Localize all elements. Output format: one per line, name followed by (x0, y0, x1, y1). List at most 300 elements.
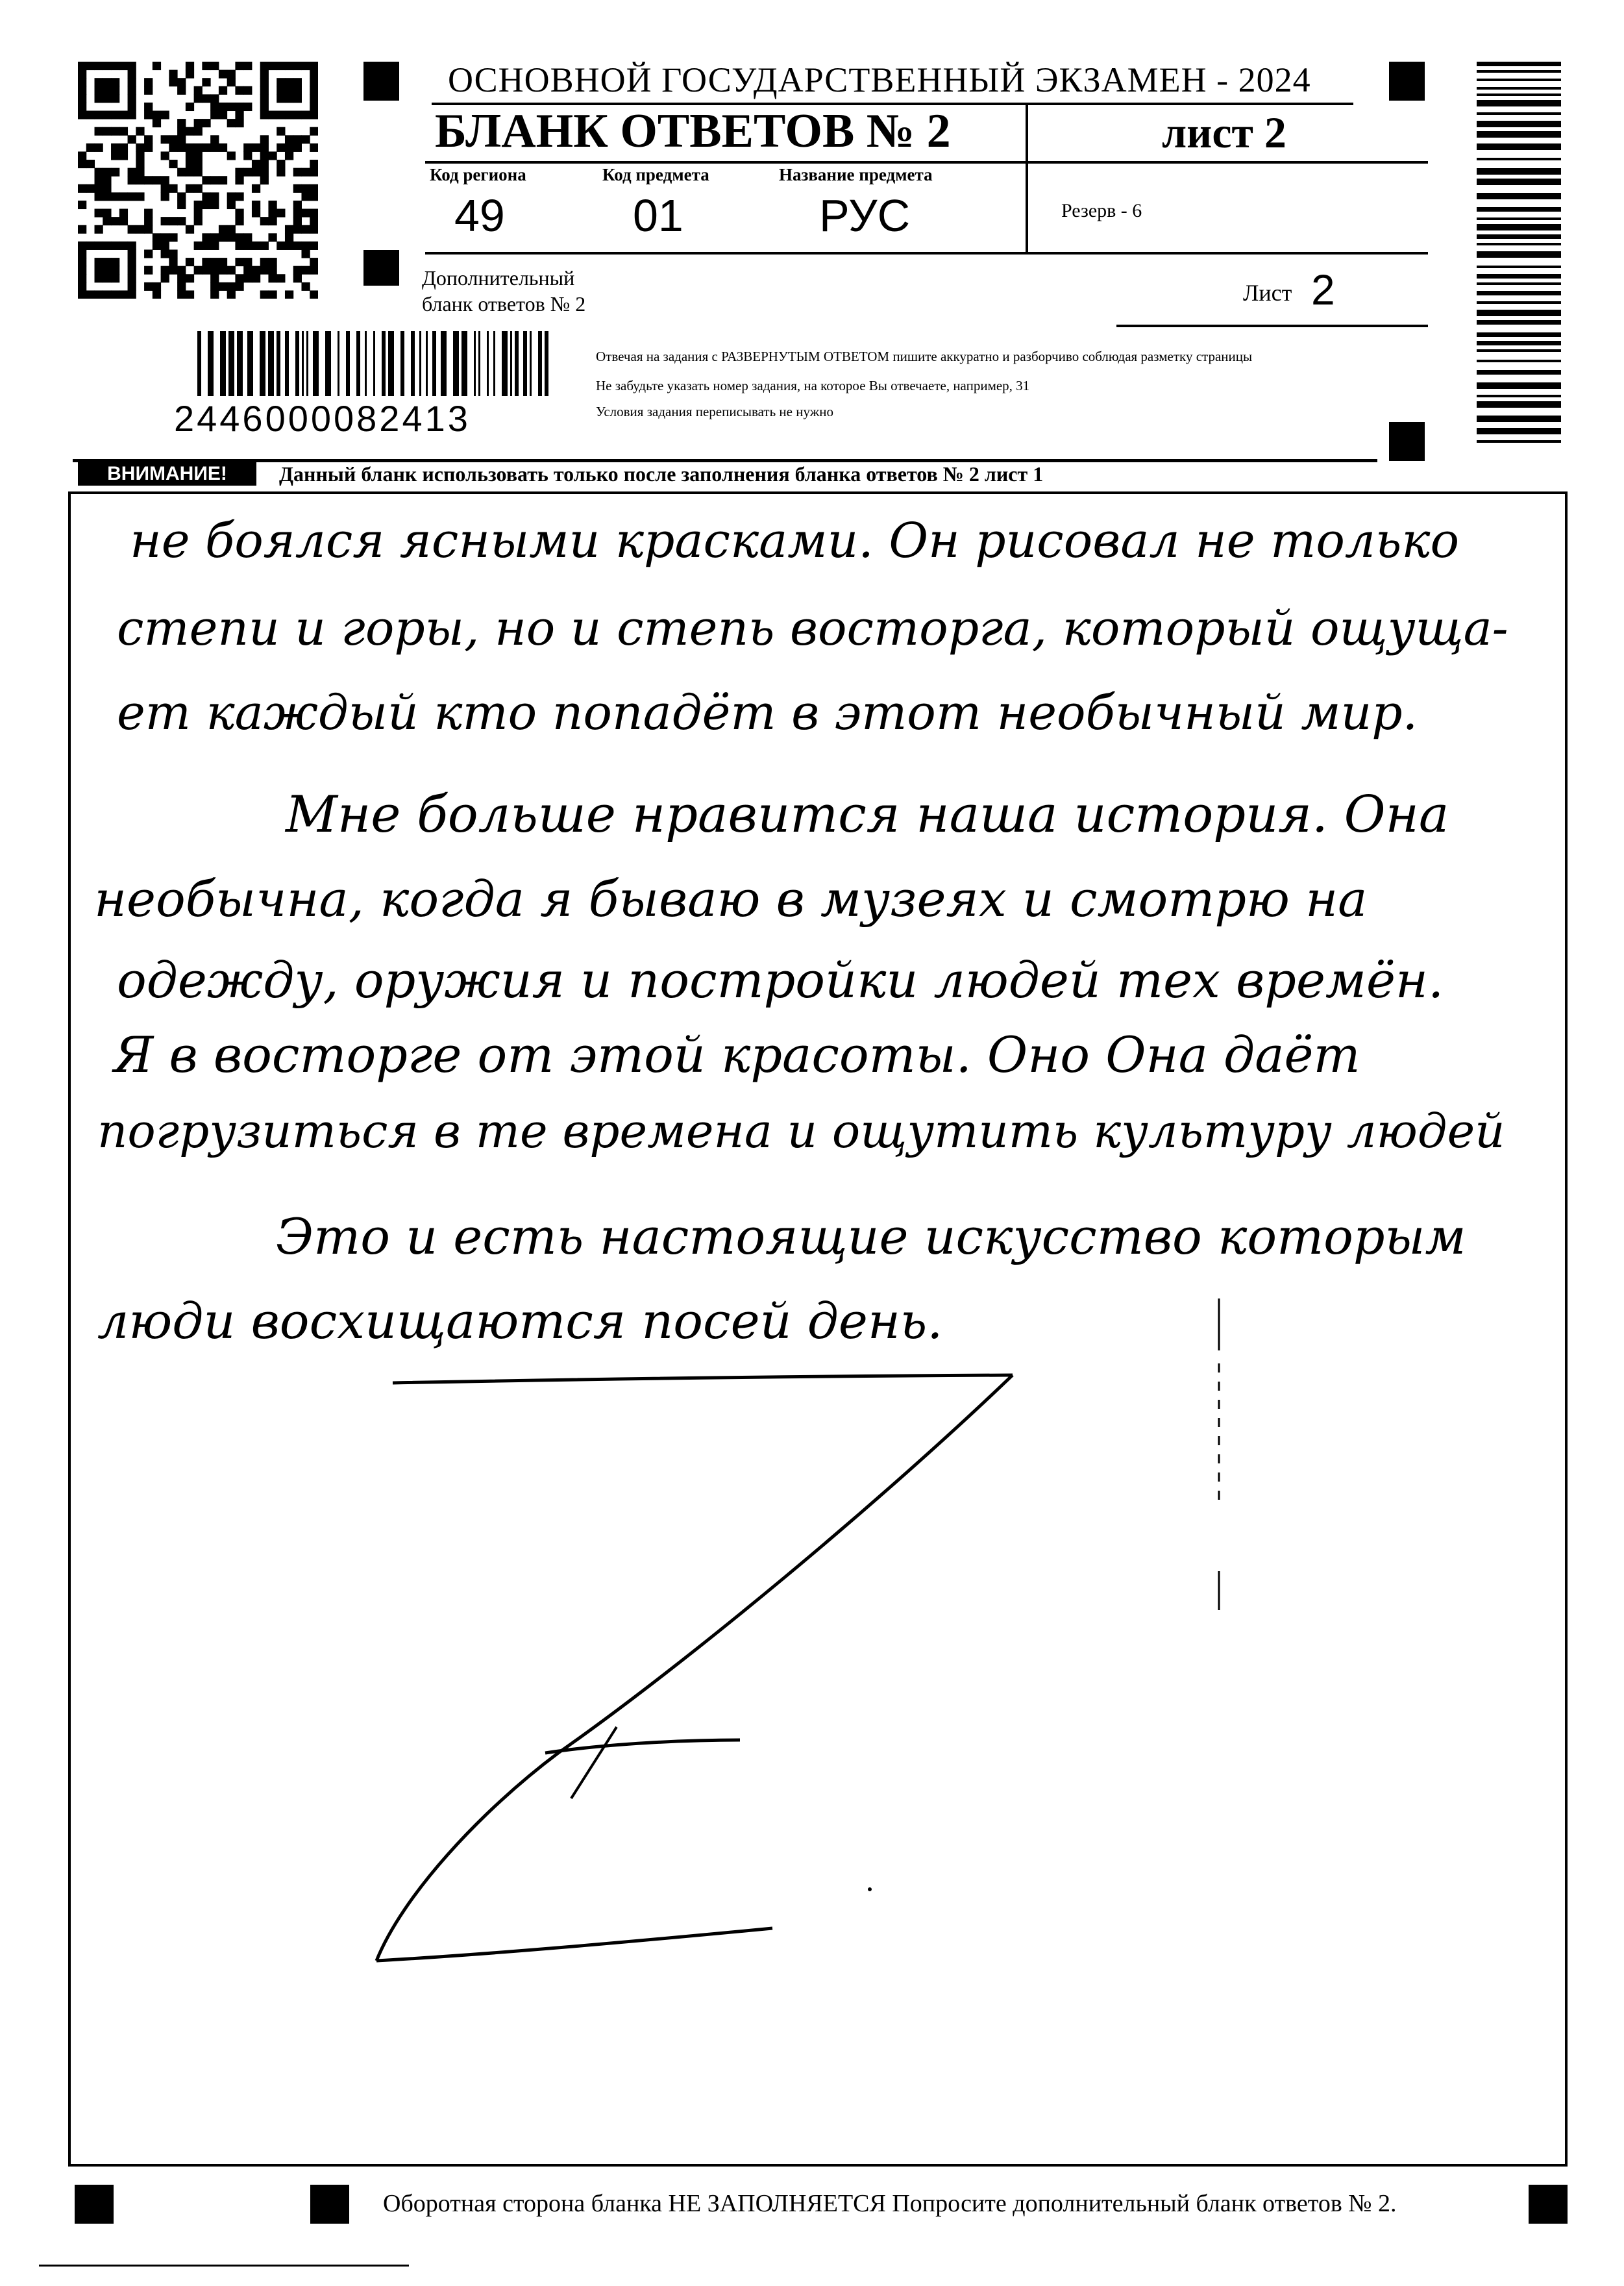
qr-module (293, 78, 302, 86)
barcode-number: 2446000082413 (174, 398, 471, 439)
qr-module (169, 184, 177, 193)
qr-module (161, 151, 169, 160)
qr-module (194, 86, 203, 95)
qr-module (235, 62, 243, 70)
qr-module (78, 274, 86, 282)
barcode-bar (356, 331, 360, 396)
qr-module (177, 119, 186, 127)
qr-module (268, 151, 277, 160)
qr-module (169, 266, 177, 275)
qr-module (161, 184, 169, 193)
qr-module (219, 143, 227, 152)
qr-module (243, 242, 252, 250)
qr-module (235, 176, 243, 184)
qr-module (95, 168, 103, 177)
qr-module (310, 86, 318, 95)
qr-module (78, 94, 86, 103)
qr-module (260, 103, 269, 111)
stripe-bar (1477, 243, 1561, 245)
qr-module (219, 266, 227, 275)
barcode-bar (306, 331, 308, 396)
stripe-bar (1477, 349, 1561, 352)
alignment-marker-bottom-left (75, 2185, 114, 2224)
qr-module (153, 242, 161, 250)
alignment-marker-top-right (1389, 62, 1425, 101)
qr-module (268, 233, 277, 242)
qr-module (161, 135, 169, 143)
answer-line: ет каждый кто попадёт в этот необычный мир. (117, 685, 1418, 741)
qr-module (161, 249, 169, 258)
qr-module (177, 143, 186, 152)
qr-module (260, 86, 269, 95)
qr-module (128, 70, 136, 79)
qr-module (128, 168, 136, 177)
barcode-bar (260, 331, 265, 396)
qr-module (227, 151, 236, 160)
qr-module (86, 242, 95, 250)
qr-module (78, 86, 86, 95)
qr-module (285, 225, 293, 234)
barcode-bar (523, 331, 527, 396)
qr-module (277, 209, 285, 217)
qr-module (260, 151, 269, 160)
qr-module (111, 258, 119, 266)
qr-module (169, 249, 177, 258)
qr-module (277, 160, 285, 168)
answer-line: одежду, оружия и постройки людей тех времён. (117, 951, 1444, 1009)
qr-module (260, 266, 269, 275)
codes-underline (425, 252, 1428, 255)
qr-module (128, 94, 136, 103)
qr-module (119, 111, 128, 119)
qr-module (194, 151, 203, 160)
qr-module (268, 258, 277, 266)
stripe-bar (1477, 207, 1561, 212)
qr-module (128, 192, 136, 201)
qr-module (144, 111, 153, 119)
qr-module (144, 266, 153, 275)
barcode-bar (530, 331, 532, 396)
qr-module (301, 282, 310, 291)
stripe-bar (1477, 416, 1561, 422)
qr-module (252, 266, 260, 275)
barcode-bar (313, 331, 319, 396)
qr-module (210, 103, 219, 111)
qr-module (78, 111, 86, 119)
barcode-bar (510, 331, 512, 396)
qr-module (103, 217, 111, 225)
qr-module (177, 86, 186, 95)
qr-module (128, 86, 136, 95)
qr-module (128, 176, 136, 184)
qr-module (252, 160, 260, 168)
qr-module (210, 111, 219, 119)
qr-module (119, 143, 128, 152)
qr-module (161, 176, 169, 184)
stripe-bar (1477, 395, 1561, 397)
qr-module (95, 184, 103, 193)
qr-module (268, 62, 277, 70)
qr-module (78, 266, 86, 275)
qr-module (86, 290, 95, 299)
qr-module (119, 62, 128, 70)
qr-module (86, 160, 95, 168)
header-vertical-divider (1026, 104, 1028, 253)
qr-module (301, 184, 310, 193)
qr-module (277, 242, 285, 250)
barcode-bar (373, 331, 375, 396)
qr-module (235, 86, 243, 95)
qr-module (144, 225, 153, 234)
answer-line: не боялся ясными красками. Он рисовал не только (130, 513, 1460, 569)
stripe-bar (1477, 70, 1561, 73)
form-title: БЛАНК ОТВЕТОВ № 2 (435, 105, 951, 158)
qr-module (202, 176, 210, 184)
stripe-bar (1477, 401, 1561, 408)
qr-module (128, 274, 136, 282)
qr-module (144, 217, 153, 225)
qr-module (128, 290, 136, 299)
qr-module (95, 192, 103, 201)
qr-module (202, 201, 210, 209)
qr-module (136, 143, 144, 152)
qr-module (78, 225, 86, 234)
barcode-bar (295, 331, 299, 396)
qr-module (285, 233, 293, 242)
qr-module (310, 184, 318, 193)
qr-module (277, 94, 285, 103)
qr-module (310, 209, 318, 217)
qr-module (111, 192, 119, 201)
qr-module (95, 86, 103, 95)
qr-module (293, 209, 302, 217)
qr-module (78, 103, 86, 111)
qr-module (186, 274, 194, 282)
stripe-bar (1477, 93, 1561, 96)
qr-module (260, 111, 269, 119)
qr-module (177, 192, 186, 201)
qr-module (144, 86, 153, 95)
qr-module (210, 176, 219, 184)
qr-module (301, 192, 310, 201)
qr-module (268, 274, 277, 282)
qr-module (153, 62, 161, 70)
qr-module (78, 160, 86, 168)
qr-module (161, 233, 169, 242)
qr-module (301, 135, 310, 143)
qr-module (260, 62, 269, 70)
qr-module (78, 290, 86, 299)
qr-module (119, 209, 128, 217)
qr-module (103, 62, 111, 70)
qr-module (310, 143, 318, 152)
qr-module (268, 209, 277, 217)
answer-line: Я в восторге от этой красоты. Оно Она даёт (114, 1026, 1360, 1084)
qr-module (186, 184, 194, 193)
qr-module (301, 249, 310, 258)
qr-module (103, 168, 111, 177)
qr-module (277, 62, 285, 70)
attention-badge: ВНИМАНИЕ! (78, 462, 256, 486)
barcode-bar (388, 331, 394, 396)
qr-module (293, 184, 302, 193)
qr-module (260, 94, 269, 103)
barcode-bar (346, 331, 350, 396)
side-stripe-barcode (1477, 62, 1561, 445)
qr-module (310, 225, 318, 234)
qr-module (243, 233, 252, 242)
qr-module (95, 274, 103, 282)
qr-module (169, 78, 177, 86)
qr-module (202, 143, 210, 152)
qr-module (277, 127, 285, 136)
qr-module (310, 160, 318, 168)
alignment-marker-mid-right (1389, 422, 1425, 461)
qr-module (86, 143, 95, 152)
barcode-bar (426, 331, 428, 396)
qr-module (219, 233, 227, 242)
stripe-bar (1477, 282, 1561, 285)
qr-module (219, 176, 227, 184)
qr-module (285, 94, 293, 103)
qr-module (310, 94, 318, 103)
qr-module (194, 168, 203, 177)
barcode (195, 331, 552, 406)
answer-line: Это и есть настоящие искусство которым (276, 1208, 1466, 1265)
sheet-number: 2 (1311, 266, 1335, 314)
qr-module (202, 192, 210, 201)
qr-module (202, 119, 210, 127)
qr-module (95, 266, 103, 275)
qr-module (293, 242, 302, 250)
qr-module (119, 192, 128, 201)
qr-module (194, 266, 203, 275)
qr-module (119, 127, 128, 136)
barcode-bar (441, 331, 447, 396)
qr-module (136, 192, 144, 201)
qr-module (202, 242, 210, 250)
barcode-bar (400, 331, 404, 396)
qr-module (293, 94, 302, 103)
barcode-bar (461, 331, 467, 396)
qr-module (186, 160, 194, 168)
qr-module (119, 151, 128, 160)
qr-module (194, 127, 203, 136)
qr-module (293, 225, 302, 234)
qr-module (210, 242, 219, 250)
qr-module (293, 201, 302, 209)
qr-module (293, 135, 302, 143)
qr-module (161, 192, 169, 201)
barcode-bar (515, 331, 519, 396)
qr-module (78, 249, 86, 258)
answer-line: необычна, когда я бываю в музеях и смотрю на (94, 870, 1368, 928)
qr-module (301, 225, 310, 234)
qr-module (301, 266, 310, 275)
qr-module (227, 266, 236, 275)
qr-module (144, 135, 153, 143)
qr-module (285, 111, 293, 119)
stripe-bar (1477, 224, 1561, 230)
qr-module (169, 233, 177, 242)
qr-module (128, 62, 136, 70)
qr-module (252, 201, 260, 209)
qr-module (194, 94, 203, 103)
qr-module (310, 266, 318, 275)
qr-module (153, 290, 161, 299)
qr-module (144, 249, 153, 258)
qr-module (277, 168, 285, 177)
qr-module (301, 209, 310, 217)
qr-module (293, 143, 302, 152)
qr-module (260, 70, 269, 79)
qr-module (169, 217, 177, 225)
barcode-bar (493, 331, 495, 396)
qr-module (186, 127, 194, 136)
qr-module (103, 290, 111, 299)
qr-module (111, 290, 119, 299)
qr-module (219, 111, 227, 119)
stripe-bar (1477, 131, 1561, 138)
qr-module (219, 258, 227, 266)
attention-text: Данный бланк использовать только после заполнения бланка ответов № 2 лист 1 (279, 462, 1044, 486)
qr-module (243, 86, 252, 95)
qr-module (210, 290, 219, 299)
qr-module (301, 168, 310, 177)
qr-module (243, 103, 252, 111)
qr-module (95, 111, 103, 119)
qr-module (95, 209, 103, 217)
barcode-bar (411, 331, 415, 396)
qr-module (86, 184, 95, 193)
qr-module (194, 143, 203, 152)
qr-module (86, 111, 95, 119)
qr-module (111, 143, 119, 152)
qr-module (177, 290, 186, 299)
footer-note: Оборотная сторона бланка НЕ ЗАПОЛНЯЕТСЯ Попросите дополнительный бланк ответов № 2. (383, 2190, 1397, 2217)
qr-module (103, 127, 111, 136)
qr-module (227, 290, 236, 299)
qr-module (186, 225, 194, 234)
qr-module (103, 111, 111, 119)
qr-module (144, 103, 153, 111)
qr-module (128, 282, 136, 291)
qr-module (111, 62, 119, 70)
qr-module (103, 86, 111, 95)
qr-module (177, 127, 186, 136)
stripe-bar (1477, 112, 1561, 115)
qr-module (227, 192, 236, 201)
qr-module (103, 209, 111, 217)
qr-module (169, 135, 177, 143)
qr-module (260, 143, 269, 152)
qr-module (268, 266, 277, 275)
qr-module (277, 111, 285, 119)
qr-module (293, 86, 302, 95)
qr-module (111, 242, 119, 250)
extra-form-label-line2: бланк ответов № 2 (422, 292, 586, 316)
qr-module (144, 209, 153, 217)
barcode-bar (478, 331, 480, 396)
qr-module (186, 103, 194, 111)
qr-module (235, 217, 243, 225)
qr-module (128, 111, 136, 119)
qr-module (194, 160, 203, 168)
qr-module (235, 233, 243, 242)
qr-module (95, 176, 103, 184)
qr-module (111, 127, 119, 136)
qr-module (202, 94, 210, 103)
qr-module (285, 78, 293, 86)
qr-module (210, 94, 219, 103)
qr-code (78, 62, 318, 299)
qr-module (128, 249, 136, 258)
qr-module (186, 258, 194, 266)
qr-module (128, 258, 136, 266)
qr-module (301, 111, 310, 119)
qr-module (293, 217, 302, 225)
qr-module (227, 103, 236, 111)
qr-module (310, 192, 318, 201)
qr-module (285, 86, 293, 95)
qr-module (177, 274, 186, 282)
qr-module (268, 217, 277, 225)
qr-module (144, 143, 153, 152)
qr-module (186, 70, 194, 79)
alignment-marker-mid-left (363, 250, 399, 286)
qr-module (268, 201, 277, 209)
qr-module (260, 160, 269, 168)
qr-module (111, 86, 119, 95)
qr-module (243, 62, 252, 70)
qr-module (111, 78, 119, 86)
qr-module (301, 62, 310, 70)
qr-module (78, 70, 86, 79)
qr-module (252, 168, 260, 177)
answer-line: Мне больше нравится наша история. Она (286, 786, 1449, 844)
qr-module (235, 111, 243, 119)
qr-module (111, 168, 119, 177)
qr-module (235, 274, 243, 282)
qr-module (285, 242, 293, 250)
barcode-bar (277, 331, 280, 396)
barcode-bar (502, 331, 508, 396)
qr-module (202, 233, 210, 242)
qr-module (194, 119, 203, 127)
alignment-marker-bottom-right (1529, 2185, 1568, 2224)
sheet-title: лист 2 (1162, 108, 1286, 157)
qr-module (310, 127, 318, 136)
qr-module (252, 274, 260, 282)
qr-module (111, 111, 119, 119)
qr-module (235, 258, 243, 266)
qr-module (210, 282, 219, 291)
qr-module (111, 94, 119, 103)
qr-module (111, 274, 119, 282)
barcode-bar (419, 331, 421, 396)
qr-module (293, 168, 302, 177)
barcode-bar (453, 331, 459, 396)
qr-module (227, 70, 236, 79)
qr-module (293, 266, 302, 275)
qr-module (210, 258, 219, 266)
subject-code-label: Код предмета (602, 165, 709, 184)
stripe-bar (1477, 341, 1561, 345)
qr-module (260, 217, 269, 225)
qr-module (243, 258, 252, 266)
qr-module (78, 258, 86, 266)
stripe-bar (1477, 62, 1561, 66)
